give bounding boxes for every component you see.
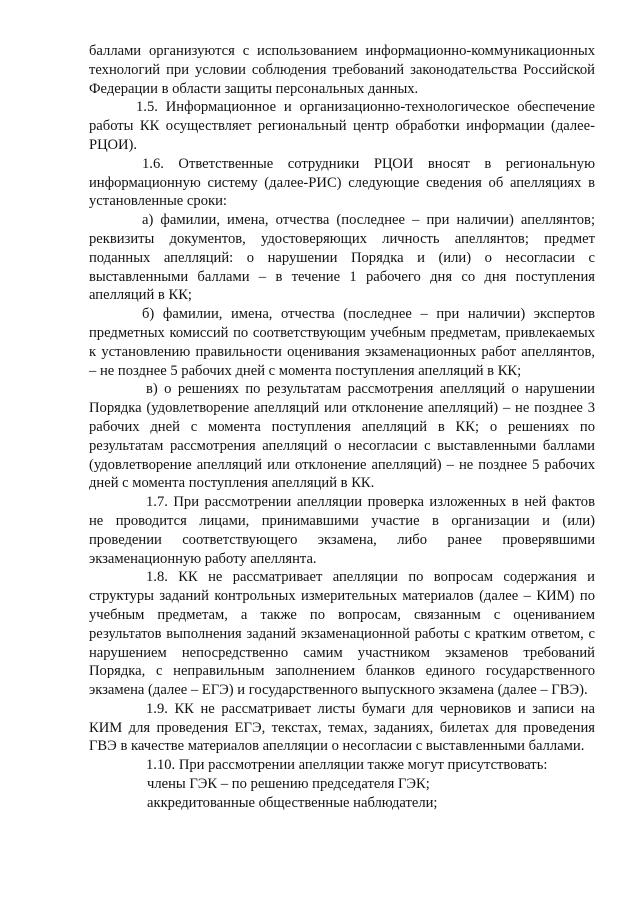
line-gek-members: члены ГЭК – по решению председателя ГЭК; [147,776,430,793]
paragraph-1-9: 1.9. КК не рассматривает листы бумаги для черновиков и записи на КИМ для проведения ЕГЭ, текстах, темах, заданиях, билетах для проведения ГВЭ в качестве материалов апелляции о несогласии с выставленными баллами. [89,700,595,755]
paragraph-1-5: 1.5. Информационное и организационно-технологическое обеспечение работы КК осуществляет региональный центр обработки информации (далее-РЦОИ). [89,99,595,153]
item-v: в) о решениях по результатам рассмотрения апелляций о нарушении Порядка (удовлетворение апелляций или отклонение апелляций) – не позднее 3 рабочих дней с момента поступления апелляций в КК; о решениях по результатам рассмотрения апелляций о несогласии с выставленными баллами (удовлетворение апелляций или отклонение апелляций) – не позднее 5 рабочих дней с момента поступления апелляций в КК. [89,381,595,492]
item-a: а) фамилии, имена, отчества (последнее – при наличии) апеллянтов; реквизиты документов, удостоверяющих личность апеллянтов; предмет поданных апелляций: о нарушении Порядка и (или) о несогласии с выставленными баллами – в течение 1 рабочего дня со дня поступления апелляций в КК; [89,212,595,304]
paragraph-1-10: 1.10. При рассмотрении апелляции также могут присутствовать: [146,757,548,774]
item-b: б) фамилии, имена, отчества (последнее – при наличии) экспертов предметных комиссий по соответствующим учебным предметам, привлекаемых к установлению правильности оценивания экзаменационных работ апеллянтов, – не позднее 5 рабочих дней с момента поступления апелляций в КК; [89,306,595,379]
paragraph-continuation: баллами организуются с использованием информационно-коммуникационных технологий при условии соблюдения требований законодательства Российской Федерации в области защиты персональных данных. [89,43,595,97]
document-body [89,42,595,813]
paragraph-1-7: 1.7. При рассмотрении апелляции проверка изложенных в ней фактов не проводится лицами, принимавшими участие в организации и (или) проведении соответствующего экзамена, либо ранее проверявшими экзаменационную работу апеллянта. [89,494,595,567]
paragraph-1-8: 1.8. КК не рассматривает апелляции по вопросам содержания и структуры заданий контрольных измерительных материалов (далее – КИМ) по учебным предметам, а также по вопросам, связанным с оцениванием результатов выполнения заданий экзаменационной работы с кратким ответом, с нарушением непосредственно самим участником экзаменов требований Порядка, с неправильным заполнением бланков единого государственного экзамена (далее – ЕГЭ) и государственного выпускного экзамена (далее – ГВЭ). [89,569,595,699]
line-observers: аккредитованные общественные наблюдатели; [147,794,438,811]
paragraph-1-6: 1.6. Ответственные сотрудники РЦОИ вносят в региональную информационную систему (далее-РИС) следующие сведения об апелляциях в установленные сроки: [89,155,595,210]
